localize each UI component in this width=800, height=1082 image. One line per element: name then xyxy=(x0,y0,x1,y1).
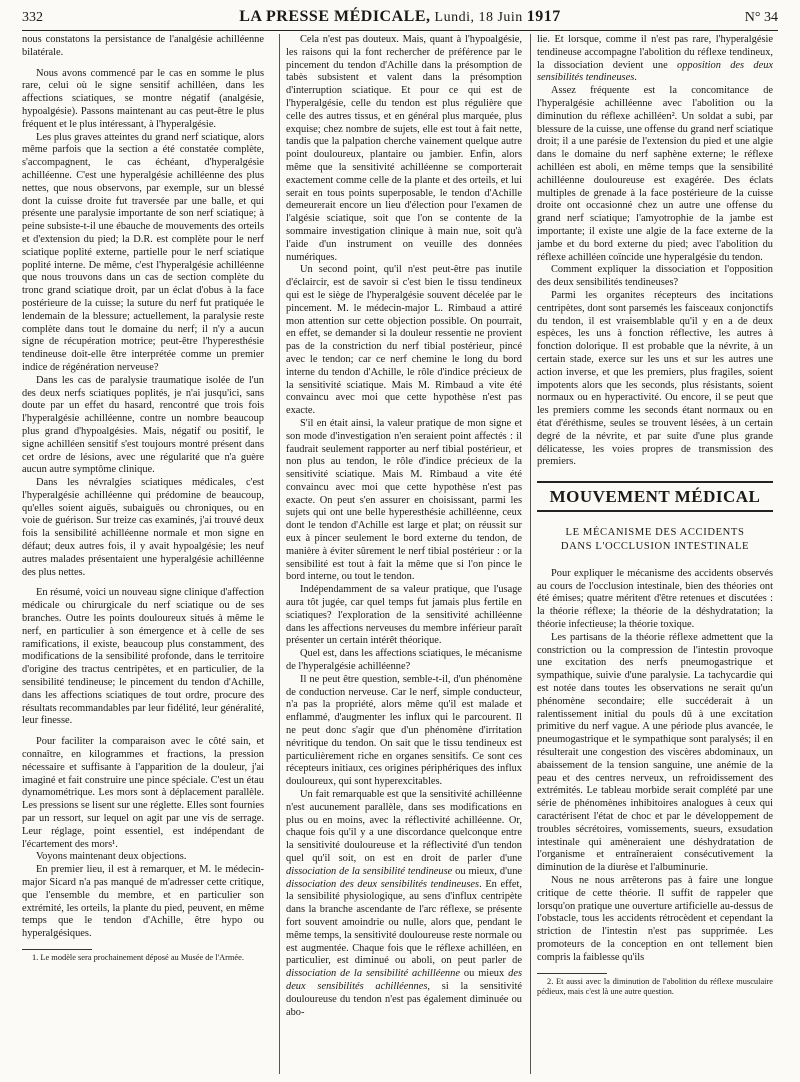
paragraph: S'il en était ainsi, la valeur pratique de mon signe et son mode d'investigation n'en seraient point affectés : il faudrait seulement rapporter au nerf tibial postérieur, et non plus au tendon, le rôle d'indice précieux de la sensitivité sciatique. Mais M. Rimbaud a vite été convaincu avec moi que cette hypothèse n'est pas exacte. On peut s'en assurer en choisissant, parmi les sujets qui ont une belle hyperesthésie achilléenne, ceux dont le tendon d'Achille est large et plat; on réussit sur eux à pincer seulement le bord externe du tendon, de manière à éviter sûrement le nerf tibial postérieur : or la sensibilité est tout à fait la même que si l'on pince le bord interne, ou tout le tendon. xyxy=(286,417,522,583)
issue-date: Lundi, 18 Juin xyxy=(430,10,527,25)
paragraph: Voyons maintenant deux objections. xyxy=(36,851,187,863)
paragraph: Parmi les organites récepteurs des incitations centripètes, dont sont parsemés les faisceaux conjonctifs du tendon, il est vraisemblable qu'il y en a de deux espèces, les uns à fonction réflective, les autres à fonction dolorique. Il est probable que la névrite, à un certain stade, exerce sur les uns et sur les autres une action inverse, et que les premiers, plus fragiles, soient impotents alors que les seconds, plus résistants, soient normaux ou en hyperactivité. Ou encore, il se peut que les premiers comme les seconds étant normaux ou en état d'éréthisme, seules se trouvent lésées, à un certain degré de la névrite, et par suite d'une plus grande délicatesse, les voies propres de transmission des premiers. xyxy=(537,289,773,468)
text-run: Un fait remarquable est que la sensitivité achilléenne n'est aucunement parallèle, dans ses modifications en plus ou en moins, avec la réflectivité achilléenne. Or, chaque fois qu'il y a une discordance quelconque entre la sensitivité douloureuse et la réflectivité d'un tendon quel qu'il soit, on est en droit de parler d'une xyxy=(286,789,522,864)
paragraph: Dans les cas de paralysie traumatique isolée de l'un des deux nerfs sciatiques poplités, je n'ai jusqu'ici, sans doute par un effet du hasard, rencontré que trois fois l'hyperalgésie achilléenne, contre un nombre beaucoup plus grand d'hypoalgésies. Mais, négatif ou positif, le signe achilléen sensitif s'est toujours montré présent dans cet ordre de lésions, avec une régularité que n'a guère aucun autre symptôme clinique. xyxy=(22,374,264,476)
paragraph: En premier lieu, il est à remarquer, et M. le médecin-major Sicard n'a pas manqué de m'adresser cette critique, que l'ensemble du membre, et en particulier son extrémité, les orteils, la plante du pied, peuvent, en même temps que le tendon d'Achille, être hypo ou hyperalgésiques. xyxy=(22,864,264,940)
paragraph: Indépendamment de sa valeur pratique, que l'usage aura tôt jugée, car quel temps fut jamais plus fertile en sciatiques? l'exploration de la sensitivité achilléenne dans les affections nerveuses du membre inférieur paraît présenter un certain intérêt théorique. xyxy=(286,584,522,647)
paragraph: Les plus graves atteintes du grand nerf sciatique, alors même parfois que la section a été constatée complète, s'accompagnent, le cas échéant, d'hyperalgésie achilléenne. C'est une hyperalgésie achilléenne des plus nettes, que nous observons, par exemple, sur un blessé dont la cuisse droite fut traversée par une balle, et qui présente une paralysie importante de son nerf sciatique; à peine subsiste-t-il une ébauche de mouvements des orteils et d'extension du pied; la D.R. est complète pour le nerf sciatique poplité externe, partielle pour le nerf sciatique poplité interne. De même, c'est l'hyperalgésie achilléenne que nous trouvons dans un cas de section complète du tronc grand sciatique droit, par un éclat d'obus à la face postérieure de la cuisse; la suture du nerf fut pratiquée le lendemain de la blessure; actuellement, la paralysie reste complète dans tout le domaine du nerf; il n'y a aucun signe de récupération motrice; peut-être l'hyperesthésie tendineuse doit-elle être interprétée comme un premier indice de régénération nerveuse? xyxy=(22,131,264,373)
article-title-line: LE MÉCANISME DES ACCIDENTS xyxy=(565,526,745,538)
footnote: 1. Le modèle sera prochainement déposé au Musée de l'Armée. xyxy=(32,952,244,962)
emphasis: opposition des deux sensibilités tendineuses xyxy=(537,59,773,84)
page-number: 332 xyxy=(22,10,43,25)
emphasis: des deux sensibilités achilléennes xyxy=(286,968,522,992)
column-1 xyxy=(22,34,264,1074)
emphasis: dissociation de la sensibilité achilléenne xyxy=(286,968,460,980)
emphasis: dissociation des deux sensibilités tendineuses xyxy=(286,878,480,890)
paragraph: Cela n'est pas douteux. Mais, quant à l'hypoalgésie, les raisons qui la font rechercher de préférence par le pincement du tendon d'Achille dans la présomption de tabès subsistent et valent dans la présomption d'interruption sciatique. Et pour ce qui est de l'hyperalgésie, celle du tendon est plus régulière que celle des autres tissus, et en général plus marquée, plus exquise; chez nombre de sujets, elle est tout à fait nette, tandis que la palpation cherche vainement quelque autre point douloureux, plantaire ou jambier. Enfin, alors même que la sensitivité achilléenne se comporterait exactement comme celle de la plante et des orteils, et lui serait en tous points superposable, le tendon d'Achille demeurerait encore un lieu d'élection pour l'examen de l'algésie sciatique, soit que l'on se contente de la sommaire investigation clinique à main nue, soit qu'à l'aide d'un instrument on veuille des données numériques. xyxy=(286,34,522,263)
column-3 xyxy=(530,34,773,1074)
text-run: . En effet, la sensibilité physiologique, au sens d'influx centripète dans la branche ascendante de l'arc réflexe, se présente fort souvent amoindrie ou nulle, alors que, pendant le même temps, la sensitivité douloureuse reste normale ou est augmentée. Chaque fois que le réflexe achilléen, en particulier, est diminué ou aboli, on peut parler de xyxy=(286,878,522,967)
section-heading: MOUVEMENT MÉDICAL xyxy=(537,481,773,512)
column-2 xyxy=(279,34,522,1074)
paragraph: nous constatons la persistance de l'analgésie achilléenne bilatérale. xyxy=(22,34,264,58)
issue-year: 1917 xyxy=(526,8,561,25)
paragraph: Assez fréquente est la concomitance de l'hyperalgésie achilléenne avec l'abolition ou la diminution du réflexe achilléen². Un soldat a subi, par blessure de la cuisse, une offense du grand nerf sciatique droit; il a une parésie de l'extension du pied et une algie dans le domaine du nerf saphène externe; le réflexe achilléen est aboli, en même temps que la sensibilité achilléenne douloureuse est exagérée. Des éclats multiples de grenade à la face postérieure de la cuisse droite ont occasionné chez un autre une offense du grand nerf sciatique; l'amyotrophie de la jambe est importante; il existe une algie de la face externe de la jambe et du bord externe du pied; avec l'abolition du réflexe achilléen coïncide une hyperalgésie du tendon. xyxy=(537,85,773,263)
journal-title-line xyxy=(22,8,778,26)
paragraph: Un second point, qu'il n'est peut-être pas inutile d'éclaircir, est de savoir si c'est bien le tissu tendineux qui est le siège de l'hyperalgésie souvent décelée par le pincement. M. le médecin-major L. Rimbaud a attiré mon attention sur cette objection possible. On pourrait, en effet, se demander si la douleur ressentie ne provient pas de la constriction du nerf tibial postérieur, pincé avec le tendon; car ce nerf chemine le long du bord interne du tendon d'Achille, le rôle d'indice précieux de la sensitivité sciatique. Mais M. Rimbaud a vite été convaincu avec moi que cette hypothèse n'est pas exacte. xyxy=(286,264,522,417)
footnote: 2. Et aussi avec la diminution de l'abolition du réflexe musculaire pédieux, mais c'est là une autre question. xyxy=(537,976,773,996)
paragraph: Comment expliquer la dissociation et l'opposition des deux sensibilités tendineuses? xyxy=(537,264,773,289)
emphasis: dissociation de la sensibilité tendineuse xyxy=(286,865,453,877)
footnote-rule xyxy=(22,949,92,950)
page-header xyxy=(22,6,778,31)
paragraph: Pour expliquer le mécanisme des accidents observés au cours de l'occlusion intestinale, bien des théories ont été émises; quatre méritent d'être retenues et discutées : la théorie réflexe; la théorie de la déshydratation; la théorie infectieuse; la théorie toxique. xyxy=(537,567,773,631)
paragraph: En résumé, voici un nouveau signe clinique d'affection médicale ou chirurgicale du nerf sciatique ou de ses branches. Outre les points douloureux situés à même le nerf, en particulier à son émergence et à celle de ses ramifications, il existe, beaucoup plus constamment, des modifications de la sensibilité profonde, dans le territoire d'origine des tractus centripètes, et en particulier, de la sensibilité tendineuse; le pincement du tendon d'Achille, dans les affections sciatiques de tout ordre, procure des résultats recommandables par leur fidélité, leur généralité, leur finesse. xyxy=(22,587,264,727)
footnote-rule xyxy=(537,973,607,974)
journal-title: LA PRESSE MÉDICALE, xyxy=(239,8,431,25)
paragraph: Nous avons commencé par le cas en somme le plus rare, celui où le signe sensitif achilléen, dans les affections sciatiques, se montre négatif (analgésie, hypoalgésie). Passons maintenant au cas peut-être le plus fréquent et le plus intéressant, à l'hyperalgésie. xyxy=(22,67,264,130)
article-title-line: DANS L'OCCLUSION INTESTINALE xyxy=(560,540,750,552)
issue-number: N° 34 xyxy=(744,10,778,25)
text-run: lie. Et lorsque, comme il n'est pas rare, l'hyperalgésie tendineuse accompagne l'abolition du réflexe tendineux, la dissociation devient une xyxy=(537,34,773,71)
text-run: , si la sensitivité douloureuse du tendon n'est pas également diminuée ou abo- xyxy=(286,980,522,1018)
text-run: ou mieux, d'une xyxy=(452,865,522,877)
article-title xyxy=(537,526,773,554)
text-run: ou mieux xyxy=(459,968,509,980)
paragraph: Les partisans de la théorie réflexe admettent que la constriction ou la compression de l'intestin provoque une excitation des nerfs pneumogastrique et sympathique, suivie d'une paralysie. La tachycardie qui est notée dans toutes les observations ne serait qu'un phénomène secondaire; elle succéderait à un ralentissement initial du pouls dû à une excitation primitive du nerf vague. A une période plus avancée, le pneumogastrique et le sympathique sont paralysés; il en résulterait une congestion des viscères abdominaux, un abaissement de la tension sanguine, une anémie de la peau et des centres nerveux, un refroidissement des extrémités. Le tableau morbide serait complété par une série de phénomènes inhibitoires analogues à ceux qui caractérisent l'état de choc et par le développement de troubles sécrétoires, vomissements, sueurs, exsudation intestinale qui amèneraient une déshydratation de l'organisme et entraîneraient consécutivement la diminution de la diurèse et l'albuminurie. xyxy=(537,631,773,874)
text-run: . xyxy=(634,72,637,84)
paragraph: Pour faciliter la comparaison avec le côté sain, et connaître, en kilogrammes et fractions, la pression nécessaire et suffisante à l'apparition de la douleur, j'ai imaginé et fait construire une pince spéciale. C'est un étau dynamométrique. Les mors sont à déplacement parallèle. Les pressions se lisent sur une réglette. Elles sont fournies par un ressort, sur lequel on agit par une vis de serrage. Leur réglage, point essentiel, est indépendant de l'écartement des mors¹. xyxy=(22,736,264,850)
paragraph xyxy=(286,789,522,1019)
paragraph: Dans les névralgies sciatiques médicales, c'est l'hyperalgésie achilléenne qui prédomine de beaucoup, qu'elles soient aiguës, subaiguës ou chroniques, ou en voie de guérison. Sur treize cas examinés, j'ai trouvé deux fois la sensibilité achilléenne normale et mon signe en défaut; deux autres fois, il y avait hypoalgésie; les neuf autres malades présentaient une hyperalgésie achilléenne des plus nettes. xyxy=(22,477,264,578)
paragraph xyxy=(537,34,773,85)
paragraph: Quel est, dans les affections sciatiques, le mécanisme de l'hyperalgésie achilléenne? xyxy=(286,648,522,673)
paragraph: Nous ne nous arrêterons pas à faire une longue critique de cette théorie. Il suffit de rappeler que lorsqu'on pratique une ouverture artificielle au-dessus de l'obstacle, tous les accidents rétrocèdent et cependant la striction de l'intestin n'est pas supprimée. Les promoteurs de la conception en ont tellement bien compris la faiblesse qu'ils xyxy=(537,875,773,963)
paragraph: Il ne peut être question, semble-t-il, d'un phénomène de conduction nerveuse. Car le nerf, simple conducteur, n'a pas la propriété, alors même qu'il est malade et enflammé, d'augmenter les influx qui le parcourent. Il ne peut donc s'agir que d'un phénomène d'irritation névritique du tendon. On sait que le tissu tendineux est particulièrement riche en organes sensitifs. Ce sont ces récepteurs initiaux, ces origines périphériques des influx douloureux, qui sont hyperexcitables. xyxy=(286,673,522,788)
